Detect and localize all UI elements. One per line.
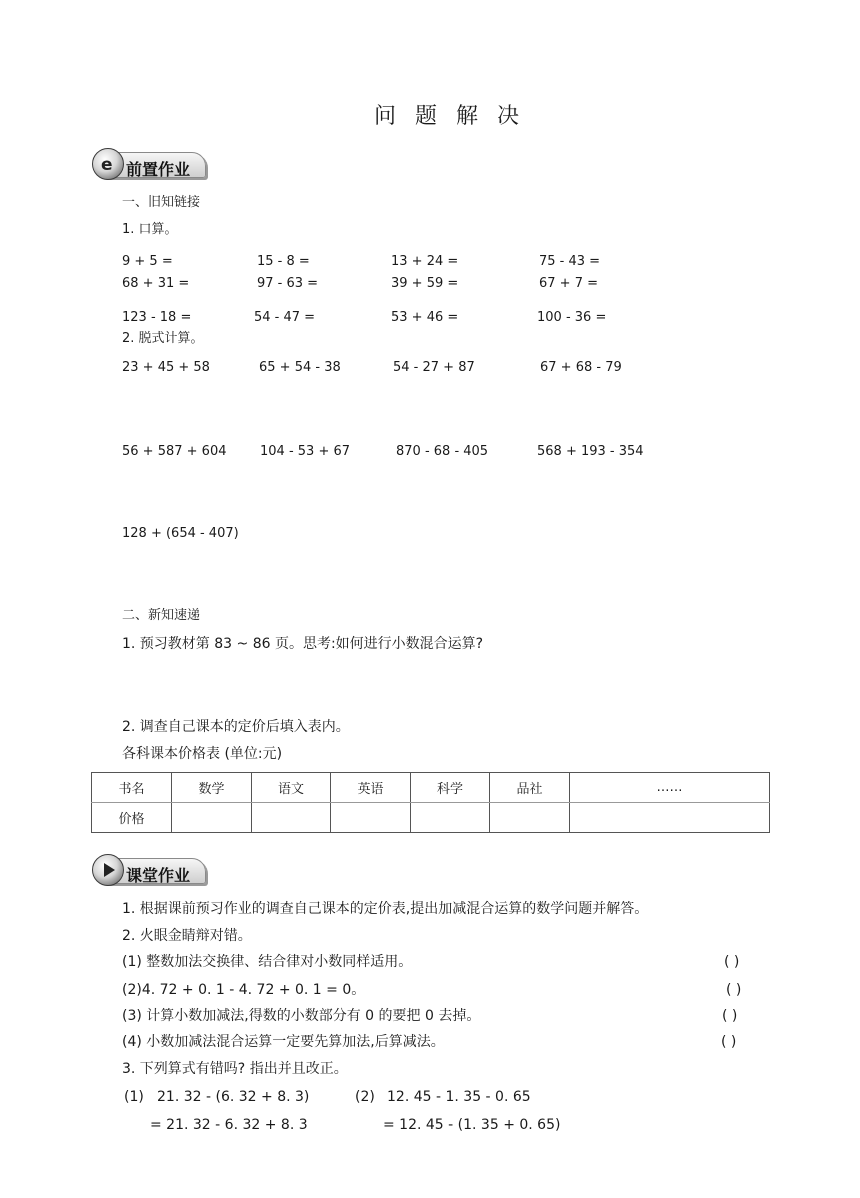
calc-item: 23 + 45 + 58 xyxy=(122,360,210,375)
table-header-cell: …… xyxy=(570,773,770,803)
judge-statement: (1) 整数加法交换律、结合律对小数同样适用。 xyxy=(122,954,413,970)
calc-item: 65 + 54 - 38 xyxy=(259,360,341,375)
oral-item: 123 - 18 = xyxy=(122,310,192,325)
part1-heading: 一、旧知链接 xyxy=(122,195,201,210)
calc-item: 56 + 587 + 604 xyxy=(122,444,227,459)
table-header-cell: 科学 xyxy=(411,773,490,803)
judge-statement: (4) 小数加减法混合运算一定要先算加法,后算减法。 xyxy=(122,1034,445,1050)
table-row-label: 价格 xyxy=(92,803,172,833)
oral-item: 68 + 31 = xyxy=(122,276,190,291)
oral-item: 9 + 5 = xyxy=(122,254,173,269)
play-icon xyxy=(92,854,124,886)
survey-question: 2. 调查自己课本的定价后填入表内。 xyxy=(122,719,350,735)
fix-label: (2) xyxy=(355,1089,375,1105)
page-title: 问 题 解 决 xyxy=(374,104,525,129)
table-header-row xyxy=(92,773,770,803)
fix-expression: 12. 45 - 1. 35 - 0. 65 xyxy=(387,1089,531,1105)
price-cell[interactable] xyxy=(490,803,570,833)
judge-statement: (2)4. 72 + 0. 1 - 4. 72 + 0. 1 = 0。 xyxy=(122,982,366,998)
e-letter-icon xyxy=(92,148,124,180)
oral-item: 15 - 8 = xyxy=(257,254,310,269)
fix-expression: 21. 32 - (6. 32 + 8. 3) xyxy=(157,1089,310,1105)
answer-bracket[interactable]: ( ) xyxy=(721,1034,737,1050)
classwork-q2: 2. 火眼金睛辩对错。 xyxy=(122,928,252,944)
price-cell[interactable] xyxy=(331,803,411,833)
section-label: 前置作业 xyxy=(126,160,191,179)
section-badge-class xyxy=(92,854,212,884)
price-cell[interactable] xyxy=(570,803,770,833)
price-cell[interactable] xyxy=(252,803,331,833)
preview-question: 1. 预习教材第 83 ~ 86 页。思考:如何进行小数混合运算? xyxy=(122,636,484,652)
table-header-cell: 英语 xyxy=(331,773,411,803)
section-badge-pre xyxy=(92,148,212,178)
calc-item: 128 + (654 - 407) xyxy=(122,526,239,541)
price-cell[interactable] xyxy=(411,803,490,833)
calc-item: 870 - 68 - 405 xyxy=(396,444,489,459)
oral-item: 53 + 46 = xyxy=(391,310,459,325)
oral-item: 13 + 24 = xyxy=(391,254,459,269)
table-header-cell: 数学 xyxy=(172,773,252,803)
table-caption: 各科课本价格表 (单位:元) xyxy=(122,746,283,762)
section-label: 课堂作业 xyxy=(126,866,191,885)
answer-bracket[interactable]: ( ) xyxy=(726,982,742,998)
table-header-cell: 语文 xyxy=(252,773,331,803)
q1-title: 1. 口算。 xyxy=(122,222,178,237)
calc-item: 54 - 27 + 87 xyxy=(393,360,475,375)
q2-title: 2. 脱式计算。 xyxy=(122,331,204,346)
calc-item: 568 + 193 - 354 xyxy=(537,444,644,459)
fix-expression: = 12. 45 - (1. 35 + 0. 65) xyxy=(383,1117,561,1133)
classwork-q1: 1. 根据课前预习作业的调查自己课本的定价表,提出加减混合运算的数学问题并解答。 xyxy=(122,901,649,917)
oral-item: 100 - 36 = xyxy=(537,310,607,325)
oral-item: 75 - 43 = xyxy=(539,254,601,269)
table-header-cell: 品社 xyxy=(490,773,570,803)
oral-item: 97 - 63 = xyxy=(257,276,319,291)
price-cell[interactable] xyxy=(172,803,252,833)
price-table xyxy=(91,772,770,833)
svg-text:e: e xyxy=(101,155,113,175)
fix-expression: = 21. 32 - 6. 32 + 8. 3 xyxy=(150,1117,308,1133)
fix-label: (1) xyxy=(124,1089,144,1105)
classwork-q3: 3. 下列算式有错吗? 指出并且改正。 xyxy=(122,1061,348,1077)
oral-item: 54 - 47 = xyxy=(254,310,316,325)
oral-item: 39 + 59 = xyxy=(391,276,459,291)
judge-statement: (3) 计算小数加减法,得数的小数部分有 0 的要把 0 去掉。 xyxy=(122,1008,481,1024)
answer-bracket[interactable]: ( ) xyxy=(724,954,740,970)
part2-heading: 二、新知速递 xyxy=(122,608,201,623)
table-row xyxy=(92,803,770,833)
answer-bracket[interactable]: ( ) xyxy=(722,1008,738,1024)
calc-item: 104 - 53 + 67 xyxy=(260,444,351,459)
calc-item: 67 + 68 - 79 xyxy=(540,360,622,375)
oral-item: 67 + 7 = xyxy=(539,276,598,291)
table-header-cell: 书名 xyxy=(92,773,172,803)
